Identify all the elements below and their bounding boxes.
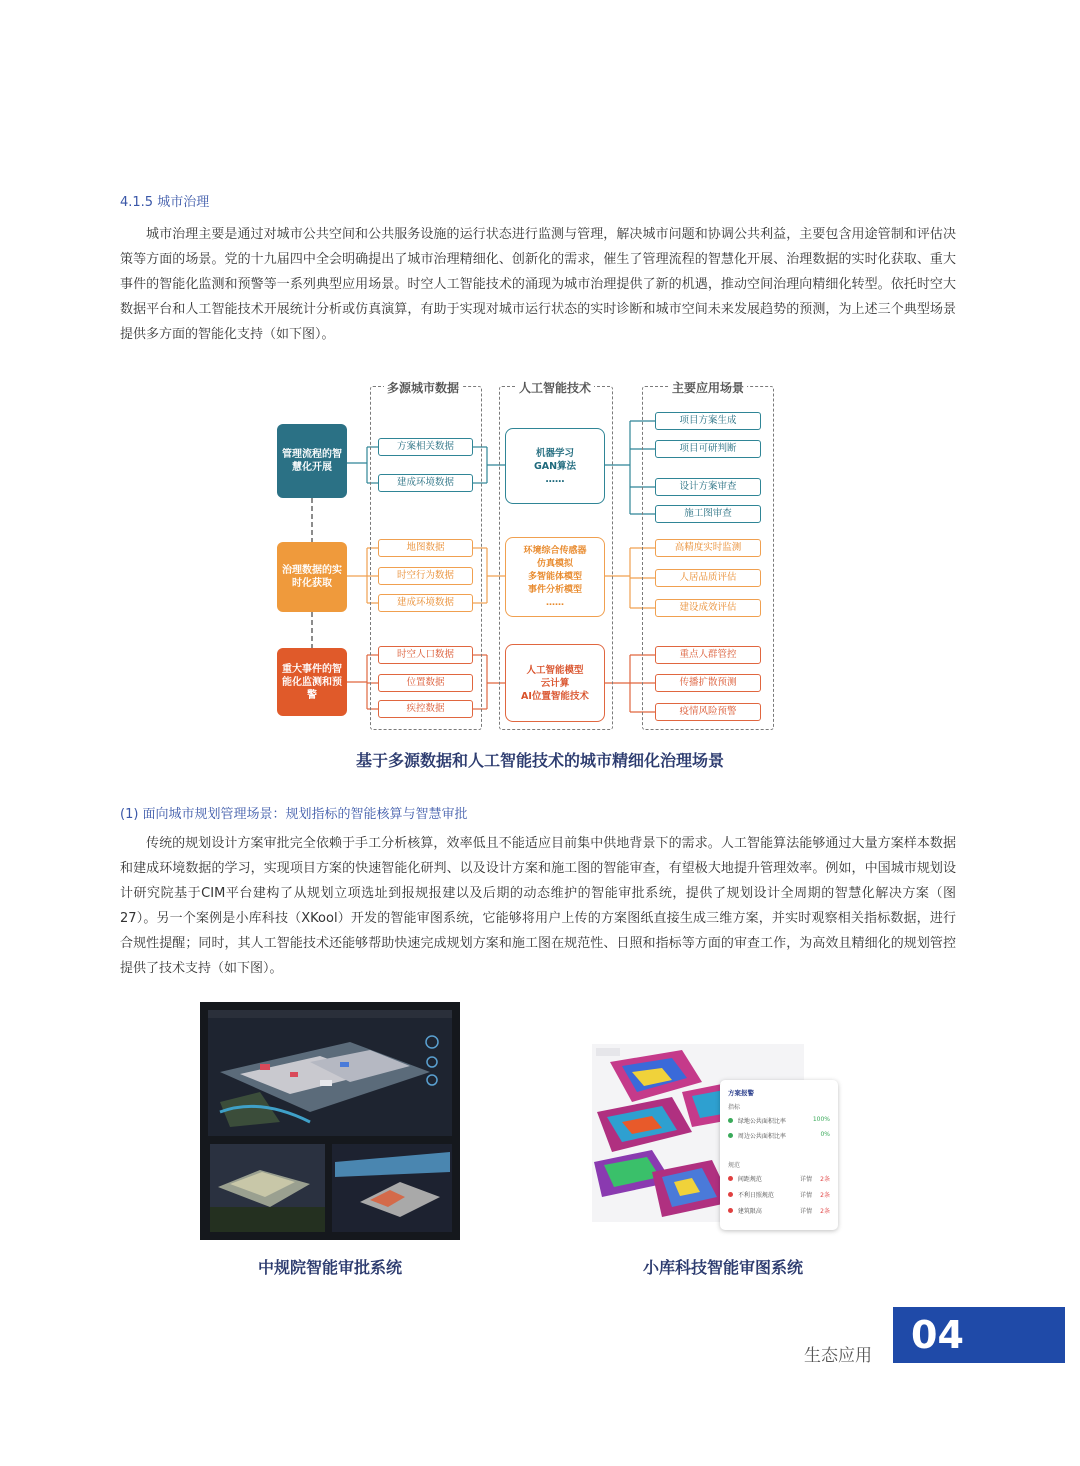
alert-panel xyxy=(720,1080,838,1230)
alert-row xyxy=(728,1190,830,1199)
section-paragraph: 城市治理主要是通过对城市公共空间和公共服务设施的运行状态进行监测与管理，解决城市问题和协调公共利益，主要包含用途管制和评估决策等方面的场景。党的十九届四中全会明确提出了城市治理精细化、创新化的需求，催生了管理流程的智慧化开展、治理数据的实时化获取、重大事件的智能化监测和预警等一系列典型应用场景。时空人工智能技术的涌现为城市治理提供了新的机遇，推动空间治理向精细化转型。依托时空大数据平台和人工智能技术开展统计分析或仿真演算，有助于实现对城市运行状态的实时诊断和城市空间未来发展趋势的预测，为上述三个典型场景提供多方面的智能化支持（如下图）。 xyxy=(120,227,956,342)
alert-row-count: 2条 xyxy=(820,1176,830,1183)
tech-line: AI位置智能技术 xyxy=(521,690,589,702)
column-title-apps: 主要应用场景 xyxy=(669,379,747,396)
alert-row xyxy=(728,1131,830,1140)
alert-row-count: 2条 xyxy=(820,1192,830,1199)
ok-icon xyxy=(728,1118,733,1123)
alert-row-label: 建筑限高 xyxy=(737,1208,762,1215)
tech-line: …… xyxy=(546,597,564,608)
alert-row xyxy=(728,1116,830,1125)
data-item: 建成环境数据 xyxy=(378,594,473,612)
warning-icon xyxy=(728,1192,733,1197)
data-item: 位置数据 xyxy=(378,674,473,692)
alert-row-action[interactable]: 详情 xyxy=(799,1192,812,1199)
subsection-paragraph: 传统的规划设计方案审批完全依赖于手工分析核算，效率低且不能适应目前集中供地背景下的需求。人工智能算法能够通过大量方案样本数据和建成环境数据的学习，实现项目方案的快速智能化研判、以及设计方案和施工图的智能审查，有望极大地提升管理效率。例如，中国城市规划设计研究院基于CIM平台建构了从规划立项选址到报规报建以及后期的动态维护的智能审批系统，提供了规划设计全周期的智慧化解决方案（图27）。另一个案例是小库科技（XKool）开发的智能审图系统，它能够将用户上传的方案图纸直接生成三维方案，并实时观察相关指标数据，进行合规性提醒；同时，其人工智能技术还能够帮助快速完成规划方案和施工图在规范性、日照和指标等方面的审查工作，为高效且精细化的规划管控提供了技术支持（如下图）。 xyxy=(120,836,956,976)
data-item: 时空人口数据 xyxy=(378,646,473,664)
tech-line: 云计算 xyxy=(540,677,570,689)
app-item: 设计方案审查 xyxy=(655,478,761,496)
ok-icon xyxy=(728,1133,733,1138)
alert-row xyxy=(728,1174,830,1183)
alert-row-action[interactable]: 详情 xyxy=(799,1208,812,1215)
column-title-tech: 人工智能技术 xyxy=(516,379,594,396)
column-title-data: 多源城市数据 xyxy=(384,379,462,396)
tech-line: 环境综合传感器 xyxy=(523,545,587,556)
alert-row-label: 周边公共面积比率 xyxy=(737,1133,786,1140)
data-item: 时空行为数据 xyxy=(378,567,473,585)
cim-approval-system-image xyxy=(200,1002,460,1240)
data-item: 疾控数据 xyxy=(378,700,473,718)
app-item: 项目方案生成 xyxy=(655,412,761,430)
warning-icon xyxy=(728,1176,733,1181)
left-figure-caption: 中规院智能审批系统 xyxy=(257,1258,402,1277)
app-item: 传播扩散预测 xyxy=(655,674,761,692)
alert-row-action[interactable]: 详情 xyxy=(799,1176,812,1183)
alert-group-indicators: 指标 xyxy=(728,1104,741,1111)
alert-row-count: 2条 xyxy=(820,1208,830,1215)
alert-group-rules: 规范 xyxy=(728,1162,741,1169)
alert-row-value: 0% xyxy=(820,1131,830,1138)
app-item: 高精度实时监测 xyxy=(655,539,761,557)
tech-line: 人工智能模型 xyxy=(526,664,584,676)
warning-icon xyxy=(728,1208,733,1213)
alert-panel-title: 方案报警 xyxy=(728,1089,754,1097)
app-item: 施工图审查 xyxy=(655,505,761,523)
section-title: 4.1.5 城市治理 xyxy=(120,195,210,210)
governance-diagram xyxy=(275,376,775,731)
tech-line: …… xyxy=(545,473,565,485)
app-item: 人居品质评估 xyxy=(655,569,761,587)
data-item: 方案相关数据 xyxy=(378,438,473,456)
app-item: 重点人群管控 xyxy=(655,646,761,664)
tech-line: 机器学习 xyxy=(535,447,574,459)
app-item: 建设成效评估 xyxy=(655,599,761,617)
tech-line: 多智能体模型 xyxy=(527,571,582,582)
alert-row xyxy=(728,1206,830,1215)
category-process: 管理流程的智慧化开展 xyxy=(277,424,347,498)
footer-chapter-number: 04 xyxy=(893,1307,1065,1363)
alert-row-label: 绿地公共面积比率 xyxy=(737,1118,786,1125)
footer-section-label: 生态应用 xyxy=(804,1346,872,1366)
alert-row-label: 间距规范 xyxy=(737,1176,762,1183)
tech-box-sensors xyxy=(505,537,605,617)
app-item: 疫情风险预警 xyxy=(655,703,761,721)
category-data: 治理数据的实时化获取 xyxy=(277,542,347,612)
subsection-title: (1) 面向城市规划管理场景：规划指标的智能核算与智慧审批 xyxy=(120,807,468,822)
xkool-review-system-image xyxy=(592,1022,838,1236)
data-item: 地图数据 xyxy=(378,539,473,557)
tech-box-ai-models xyxy=(505,644,605,722)
category-events: 重大事件的智能化监测和预警 xyxy=(277,648,347,716)
alert-row-label: 不利日照规范 xyxy=(737,1192,774,1199)
app-item: 项目可研判断 xyxy=(655,440,761,458)
cim-3d-scene xyxy=(200,1002,460,1240)
tech-line: 事件分析模型 xyxy=(527,584,582,595)
tech-box-ml xyxy=(505,428,605,504)
data-item: 建成环境数据 xyxy=(378,474,473,492)
tech-line: GAN算法 xyxy=(533,460,577,472)
diagram-caption: 基于多源数据和人工智能技术的城市精细化治理场景 xyxy=(355,751,724,770)
right-figure-caption: 小库科技智能审图系统 xyxy=(642,1258,803,1277)
tech-line: 仿真模拟 xyxy=(536,558,573,569)
alert-row-value: 100% xyxy=(812,1116,830,1123)
